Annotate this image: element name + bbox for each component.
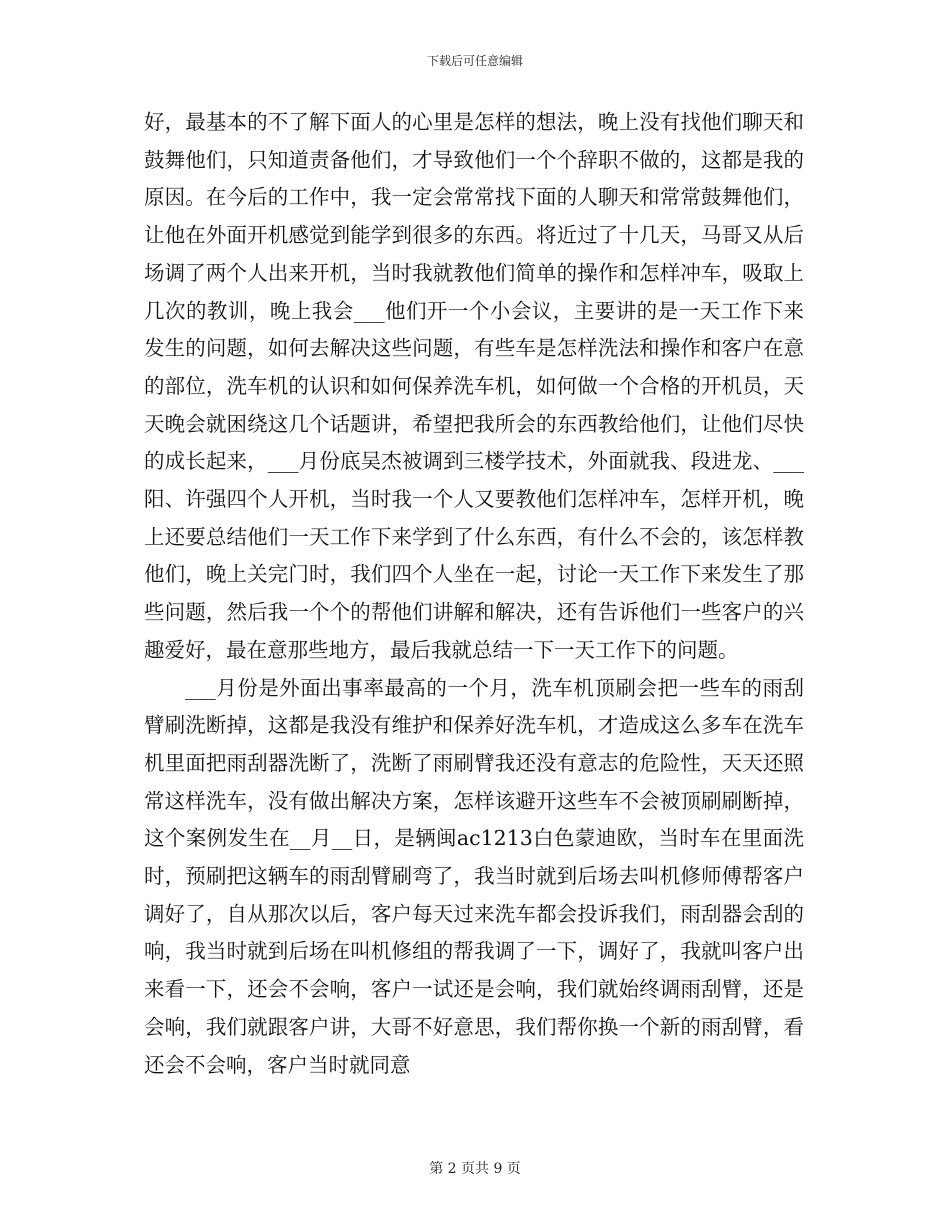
document-body	[144, 104, 804, 1084]
paragraph-1: 好，最基本的不了解下面人的心里是怎样的想法，晚上没有找他们聊天和鼓舞他们，只知道责备他们，才导致他们一个个辞职不做的，这都是我的原因。在今后的工作中，我一定会常常找下面的人聊天和常常鼓舞他们，让他在外面开机感觉到能学到很多的东西。将近过了十几天，马哥又从后场调了两个人出来开机，当时我就教他们简单的操作和怎样冲车，吸取上几次的教训，晚上我会___他们开一个小会议，主要讲的是一天工作下来发生的问题，如何去解决这些问题，有些车是怎样洗法和操作和客户在意的部位，洗车机的认识和如何保养洗车机，如何做一个合格的开机员，天天晚会就困绕这几个话题讲，希望把我所会的东西教给他们，让他们尽快的成长起来，___月份底吴杰被调到三楼学技术，外面就我、段进龙、___阳、许强四个人开机，当时我一个人又要教他们怎样冲车，怎样开机，晚上还要总结他们一天工作下来学到了什么东西，有什么不会的，该怎样教他们，晚上关完门时，我们四个人坐在一起，讨论一天工作下来发生了那些问题，然后我一个个的帮他们讲解和解决，还有告诉他们一些客户的兴趣爱好，最在意那些地方，最后我就总结一下一天工作下的问题。	[144, 110, 804, 662]
page-number: 第 2 页共 9 页	[429, 1161, 521, 1177]
paragraph-2: ___月份是外面出事率最高的一个月，洗车机顶刷会把一些车的雨刮臂刷洗断掉，这都是我没有维护和保养好洗车机，才造成这么多车在洗车机里面把雨刮器洗断了，洗断了雨刷臂我还没有意志的危险性，天天还照常这样洗车，没有做出解决方案，怎样该避开这些车不会被顶刷刷断掉，这个案例发生在__月__日，是辆闽ac1213白色蒙迪欧，当时车在里面洗时，预刷把这辆车的雨刮臂刷弯了，我当时就到后场去叫机修师傅帮客户调好了，自从那次以后，客户每天过来洗车都会投诉我们，雨刮器会刮的响，我当时就到后场在叫机修组的帮我调了一下，调好了，我就叫客户出来看一下，还会不会响，客户一试还是会响，我们就始终调雨刮臂，还是会响，我们就跟客户讲，大哥不好意思，我们帮你换一个新的雨刮臂，看还会不会响，客户当时就同意	[144, 675, 804, 1077]
page-header: 下载后可任意编辑	[426, 54, 523, 68]
